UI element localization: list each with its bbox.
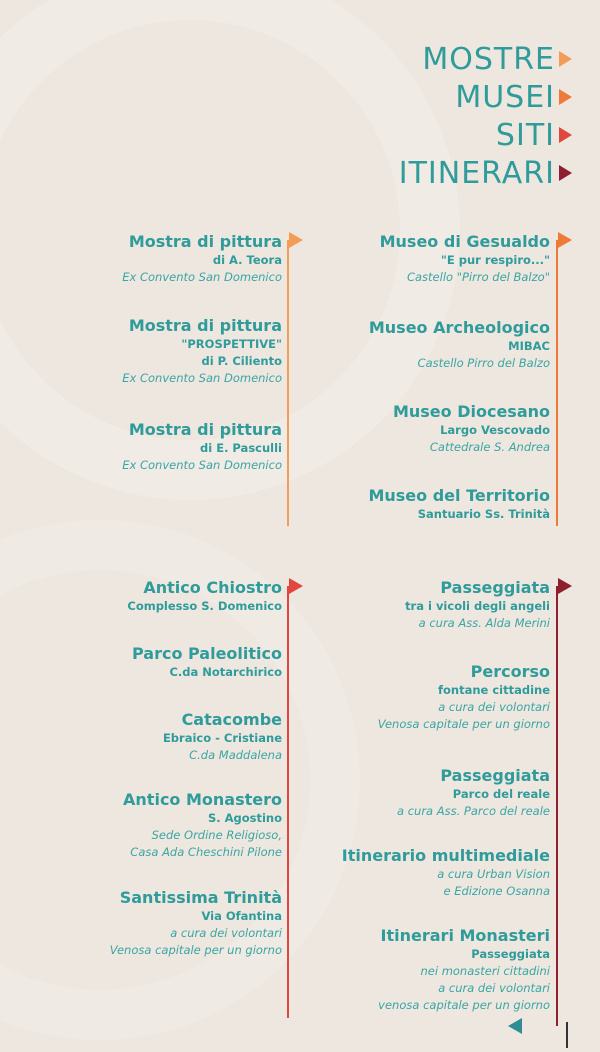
event-detail: C.da Notarchirico <box>169 665 282 679</box>
event-museo[interactable] <box>250 232 550 286</box>
event-detail: fontane cittadine <box>437 683 550 697</box>
legend-label: MOSTRE <box>422 41 555 77</box>
event-title: Percorso <box>470 662 550 681</box>
event-sito[interactable] <box>0 578 282 615</box>
event-location: a cura dei volontari <box>438 700 550 714</box>
event-detail: Parco del reale <box>452 787 550 801</box>
event-location: C.da Maddalena <box>189 748 282 762</box>
legend-mostre[interactable] <box>399 40 572 78</box>
event-detail: S. Agostino <box>207 811 282 825</box>
event-location: Castello "Pirro del Balzo" <box>406 270 550 284</box>
event-title: Catacombe <box>181 710 282 729</box>
event-detail: Via Ofantina <box>201 909 282 923</box>
legend-label: ITINERARI <box>398 155 555 191</box>
event-museo[interactable] <box>250 402 550 456</box>
event-itinerario[interactable] <box>250 766 550 820</box>
event-detail: Largo Vescovado <box>440 423 550 437</box>
event-itinerario[interactable] <box>250 578 550 632</box>
event-detail: "E pur respiro..." <box>440 253 550 267</box>
event-mostra[interactable] <box>0 232 282 286</box>
itinerari-column <box>300 576 600 1052</box>
event-detail: MIBAC <box>508 339 550 353</box>
event-title: Museo Diocesano <box>392 402 550 421</box>
event-title: Parco Paleolitico <box>131 644 282 663</box>
musei-timeline <box>556 240 558 526</box>
event-title: Passeggiata <box>440 578 550 597</box>
event-title: Mostra di pittura <box>128 316 282 335</box>
event-detail: Complesso S. Domenico <box>127 599 282 613</box>
triangle-icon <box>559 51 572 67</box>
event-location: a cura dei volontari <box>170 926 282 940</box>
event-title: Museo del Territorio <box>368 486 550 505</box>
legend-musei[interactable] <box>399 78 572 116</box>
itinerari-flag-icon <box>558 578 572 594</box>
event-location: a cura dei volontari <box>438 981 550 995</box>
musei-column <box>300 230 600 530</box>
event-location: Castello Pirro del Balzo <box>417 356 550 370</box>
event-location: Ex Convento San Domenico <box>122 458 282 472</box>
musei-flag-icon <box>558 232 572 248</box>
event-title: Itinerario multimediale <box>341 846 550 865</box>
legend-itinerari[interactable] <box>399 154 572 192</box>
event-location: Cattedrale S. Andrea <box>429 440 550 454</box>
event-location: Ex Convento San Domenico <box>122 270 282 284</box>
event-location: e Edizione Osanna <box>443 884 550 898</box>
legend-siti[interactable] <box>399 116 572 154</box>
event-title: Mostra di pittura <box>128 232 282 251</box>
event-location: Casa Ada Cheschini Pilone <box>130 845 282 859</box>
event-itinerario[interactable] <box>250 926 550 1014</box>
event-location: a cura Urban Vision <box>437 867 550 881</box>
event-itinerario[interactable] <box>250 846 550 900</box>
event-sito[interactable] <box>0 644 282 681</box>
event-mostra[interactable] <box>0 316 282 387</box>
event-detail: tra i vicoli degli angeli <box>405 599 550 613</box>
event-museo[interactable] <box>250 486 550 523</box>
legend-label: MUSEI <box>455 79 555 115</box>
event-location: Venosa capitale per un giorno <box>377 717 550 731</box>
event-detail: Santuario Ss. Trinità <box>417 507 550 521</box>
event-title: Passeggiata <box>440 766 550 785</box>
event-title: Antico Monastero <box>123 790 282 809</box>
event-mostra[interactable] <box>0 420 282 474</box>
legend-label: SITI <box>495 117 555 153</box>
event-title: Santissima Trinità <box>119 888 282 907</box>
event-sito[interactable] <box>0 710 282 764</box>
event-sito[interactable] <box>0 888 282 959</box>
event-detail: "PROSPETTIVE" <box>181 337 282 351</box>
event-museo[interactable] <box>250 318 550 372</box>
event-location: Sede Ordine Religioso, <box>151 828 282 842</box>
event-title: Museo Archeologico <box>368 318 550 337</box>
category-legend <box>399 40 572 192</box>
event-detail: Ebraico - Cristiane <box>162 731 282 745</box>
event-location: venosa capitale per un giorno <box>378 998 550 1012</box>
event-location: nei monasteri cittadini <box>420 964 550 978</box>
triangle-icon <box>559 127 572 143</box>
event-title: Antico Chiostro <box>143 578 282 597</box>
event-location: a cura Ass. Parco del reale <box>397 804 550 818</box>
itinerari-timeline <box>556 586 558 1026</box>
triangle-icon <box>559 89 572 105</box>
event-sito[interactable] <box>0 790 282 861</box>
event-detail: di E. Pasculli <box>200 441 282 455</box>
event-detail: di A. Teora <box>212 253 282 267</box>
event-detail: di P. Ciliento <box>201 354 282 368</box>
page-arrow-icon[interactable] <box>508 1018 522 1034</box>
event-itinerario[interactable] <box>250 662 550 733</box>
event-title: Museo di Gesualdo <box>379 232 550 251</box>
event-title: Mostra di pittura <box>128 420 282 439</box>
event-location: a cura Ass. Alda Merini <box>418 616 550 630</box>
cursor-icon <box>566 1022 568 1048</box>
event-location: Venosa capitale per un giorno <box>109 943 282 957</box>
event-title: Itinerari Monasteri <box>380 926 550 945</box>
event-location: Ex Convento San Domenico <box>122 371 282 385</box>
triangle-icon <box>559 165 572 181</box>
event-detail: Passeggiata <box>471 947 550 961</box>
